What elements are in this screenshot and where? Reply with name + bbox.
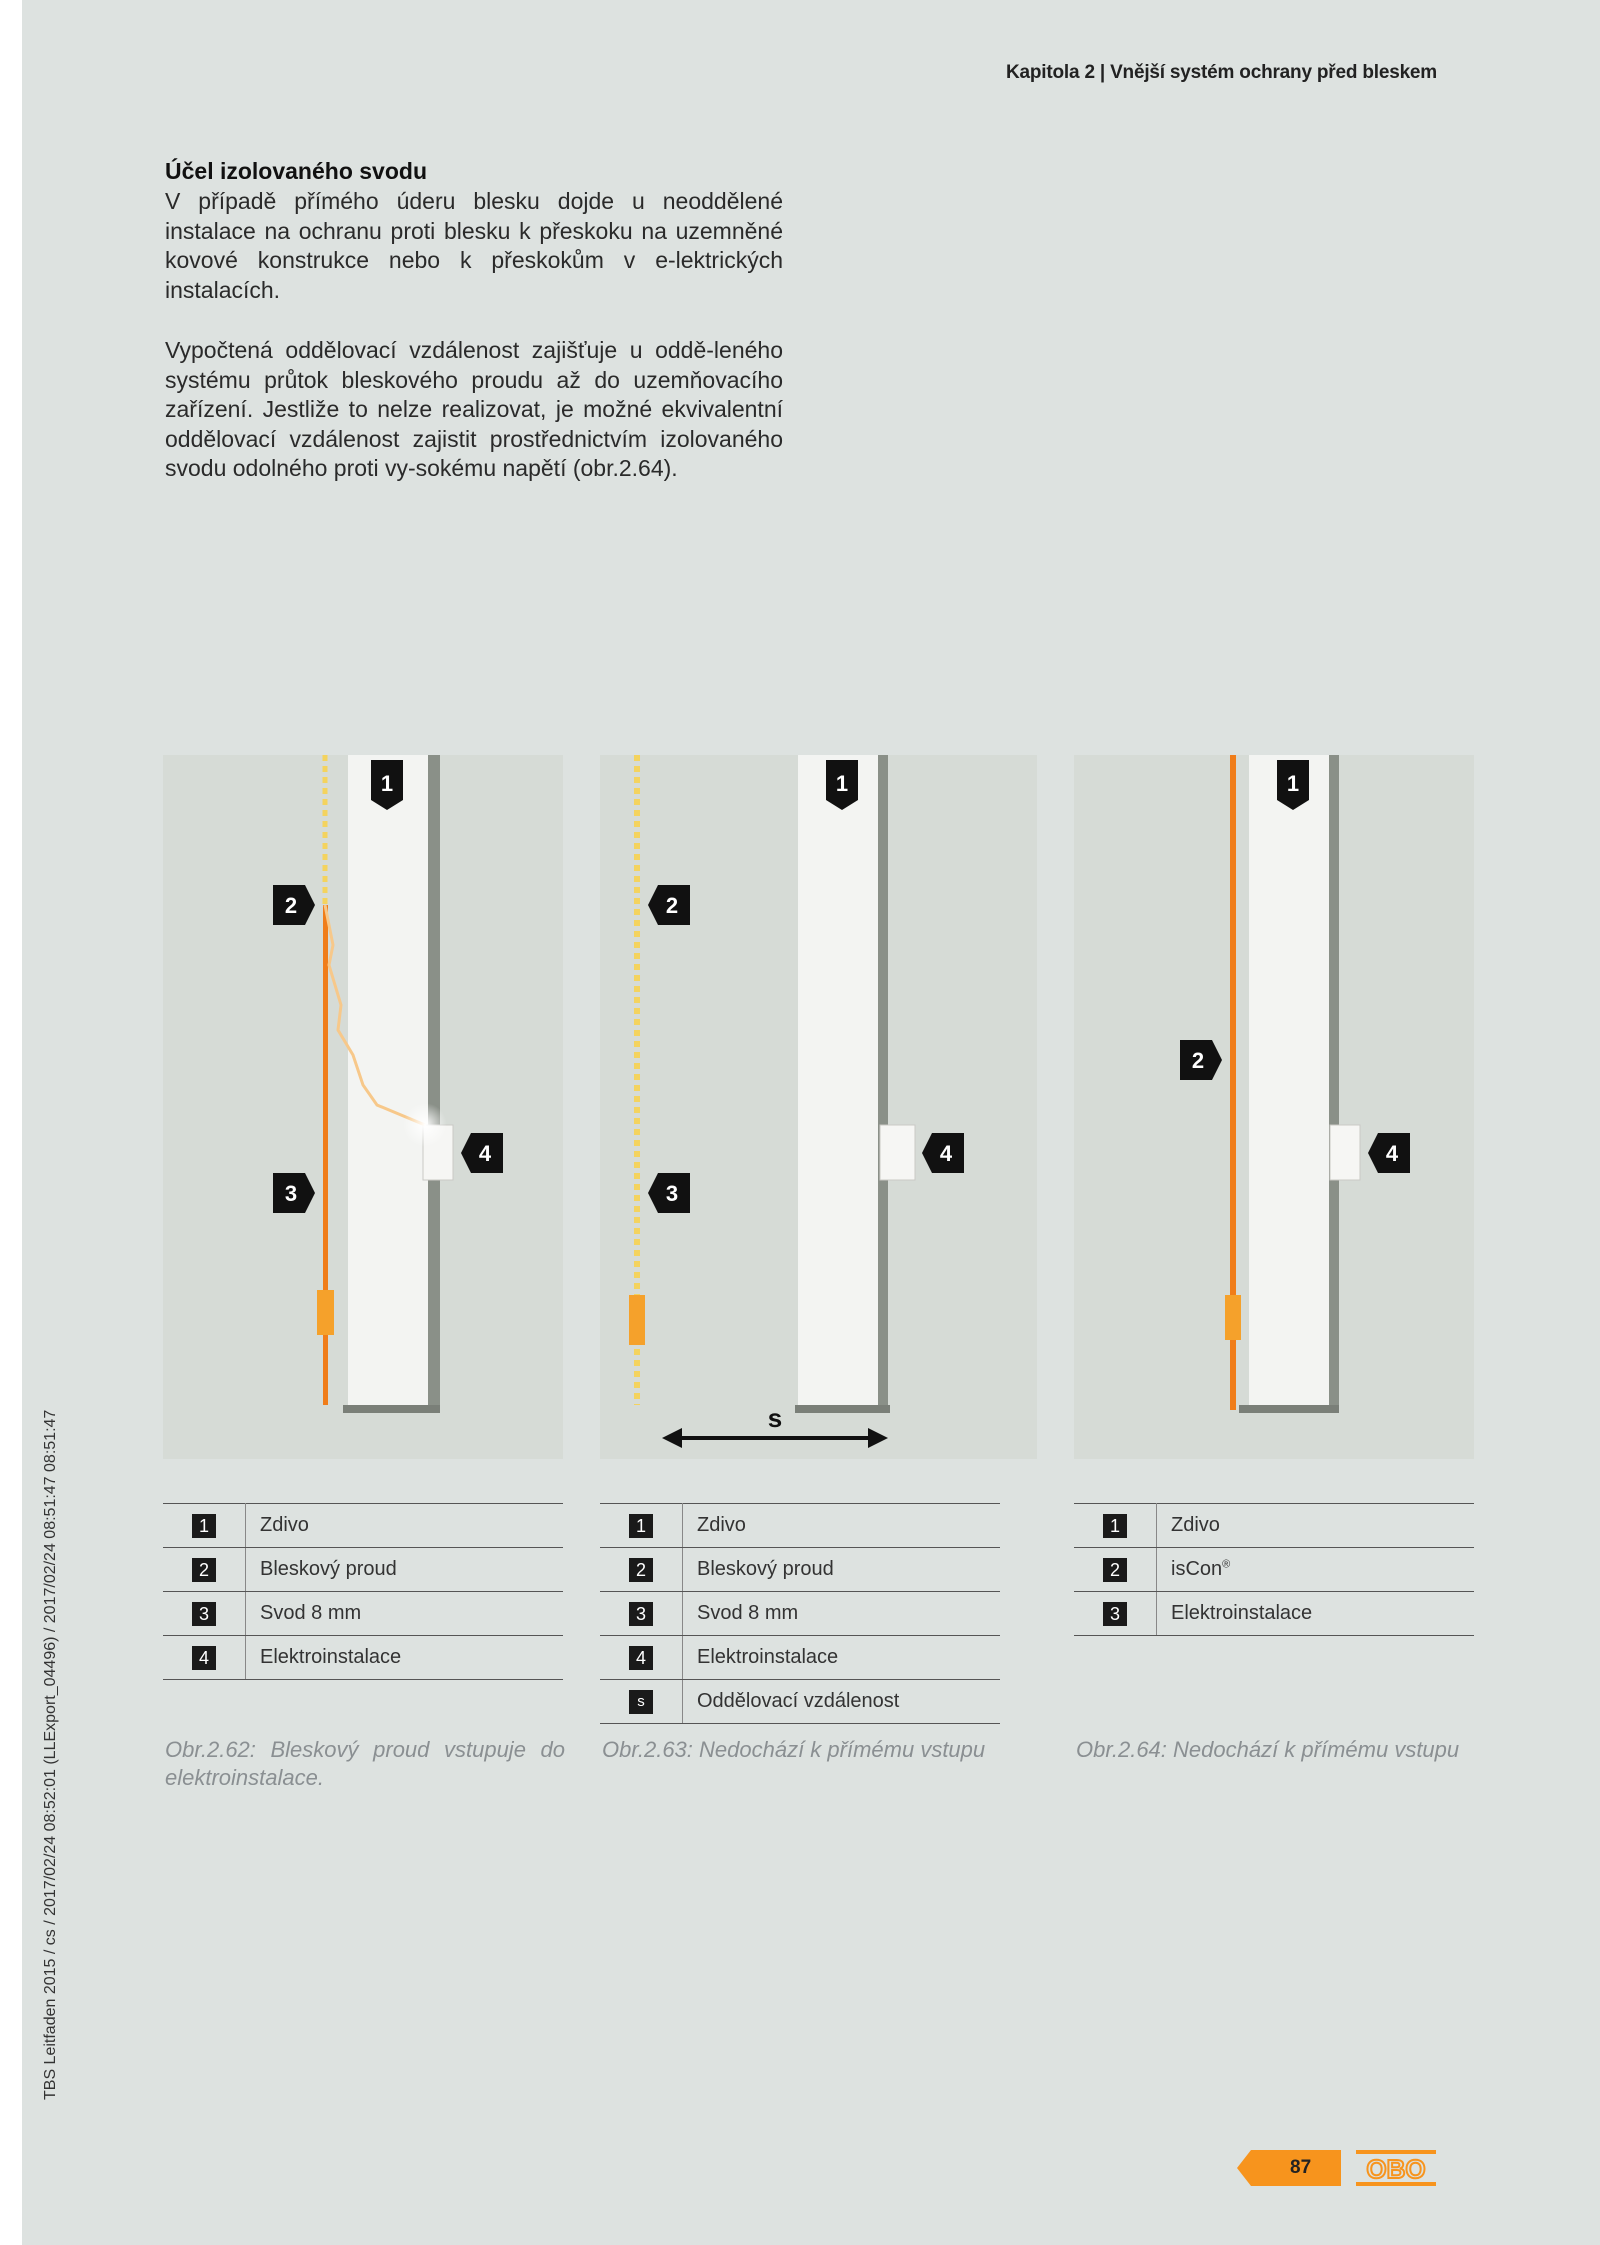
legend-row [600, 1548, 1000, 1592]
svg-text:2: 2 [284, 893, 298, 918]
marker-1 [371, 760, 403, 810]
svg-text:1: 1 [380, 771, 394, 796]
legend-row [600, 1680, 1000, 1724]
legend-figure-2 [600, 1503, 1000, 1724]
registered-mark: ® [1222, 1558, 1231, 1571]
down-conductor [629, 1295, 645, 1345]
figure-lightning-entering [163, 755, 563, 1459]
legend-figure-1 [163, 1503, 563, 1680]
legend-key: 4 [629, 1646, 653, 1670]
svg-text:s: s [767, 1403, 783, 1433]
svg-text:2: 2 [665, 893, 679, 918]
legend-key: 1 [192, 1514, 216, 1538]
figure-iscon [1074, 755, 1474, 1459]
caption-figure-1: Obr.2.62: Bleskový proud vstupuje do elektroinstalace. [165, 1737, 565, 1790]
legend-row [163, 1592, 563, 1636]
section-heading: Účel izolovaného svodu [165, 158, 427, 184]
figure-no-direct-entry [600, 755, 1037, 1459]
legend-text: Elektroinstalace [683, 1636, 1001, 1680]
legend-text: Elektroinstalace [1157, 1592, 1475, 1636]
svg-text:4: 4 [478, 1141, 492, 1166]
marker-1 [1277, 760, 1309, 810]
legend-key: 3 [1103, 1602, 1127, 1626]
legend-text: Bleskový proud [683, 1548, 1001, 1592]
marker-1 [826, 760, 858, 810]
side-note: TBS Leitfaden 2015 / cs / 2017/02/24 08:52:01 (LLExport_04496) / 2017/02/24 08:51:47 08:51:47 [42, 1409, 59, 2100]
svg-text:1: 1 [1286, 771, 1300, 796]
legend-text: Zdivo [1157, 1504, 1475, 1548]
legend-text [1157, 1548, 1475, 1592]
legend-text: Zdivo [683, 1504, 1001, 1548]
electrical-installation-box [880, 1125, 915, 1180]
legend-text: Zdivo [246, 1504, 564, 1548]
legend-key: 1 [1103, 1514, 1127, 1538]
svg-text:4: 4 [1385, 1141, 1399, 1166]
chapter-header: Kapitola 2 | Vnější systém ochrany před bleskem [1006, 62, 1437, 83]
legend-row [1074, 1592, 1474, 1636]
wall [798, 755, 878, 1410]
wall [1249, 755, 1329, 1410]
legend-key: 4 [192, 1646, 216, 1670]
legend-text: Svod 8 mm [683, 1592, 1001, 1636]
legend-text-main: isCon [1171, 1558, 1223, 1580]
legend-key: s [629, 1690, 653, 1714]
legend-key: 2 [1103, 1558, 1127, 1582]
legend-key: 1 [629, 1514, 653, 1538]
legend-row [600, 1504, 1000, 1548]
paragraph-2: Vypočtená oddělovací vzdálenost zajišťuje u oddě-leného systému průtok bleskového proudu až do uzemňovacího zařízení. Jestliže to nelze realizovat, je možné ekvivalentní oddělovací vzdálenost zajistit prostřednictvím izolovaného svodu odolného proti vy-sokému napětí (obr.2.64). [165, 337, 783, 481]
obo-logo [1356, 2148, 1436, 2188]
page-number-tab [1237, 2150, 1341, 2186]
legend-text: Bleskový proud [246, 1548, 564, 1592]
electrical-installation-box [1330, 1125, 1360, 1180]
logo-text: OBO [1366, 2154, 1426, 2184]
caption-figure-2: Obr.2.63: Nedochází k přímému vstupu [602, 1737, 986, 1762]
legend-row [1074, 1548, 1474, 1592]
paragraph-1: V případě přímého úderu blesku dojde u neoddělené instalace na ochranu proti blesku k přeskoku na uzemněné kovové konstrukce nebo k přeskokům v e-lektrických instalacích. [165, 188, 783, 303]
legend-key: 2 [629, 1558, 653, 1582]
legend-row [163, 1636, 563, 1680]
legend-row [163, 1504, 563, 1548]
legend-key: 3 [629, 1602, 653, 1626]
legend-key: 3 [192, 1602, 216, 1626]
legend-text: Elektroinstalace [246, 1636, 564, 1680]
legend-row [600, 1592, 1000, 1636]
svg-text:3: 3 [665, 1181, 679, 1206]
legend-row [600, 1636, 1000, 1680]
wall [348, 755, 428, 1410]
legend-text: Oddělovací vzdálenost [683, 1680, 1001, 1724]
legend-row [163, 1548, 563, 1592]
legend-figure-3 [1074, 1503, 1474, 1636]
caption-figure-3: Obr.2.64: Nedochází k přímému vstupu [1076, 1737, 1460, 1762]
legend-row [1074, 1504, 1474, 1548]
legend-text: Svod 8 mm [246, 1592, 564, 1636]
page-number: 87 [1290, 2157, 1312, 2178]
svg-text:4: 4 [939, 1141, 953, 1166]
svg-text:3: 3 [284, 1181, 298, 1206]
svg-text:1: 1 [835, 771, 849, 796]
svg-text:2: 2 [1191, 1048, 1205, 1073]
legend-key: 2 [192, 1558, 216, 1582]
